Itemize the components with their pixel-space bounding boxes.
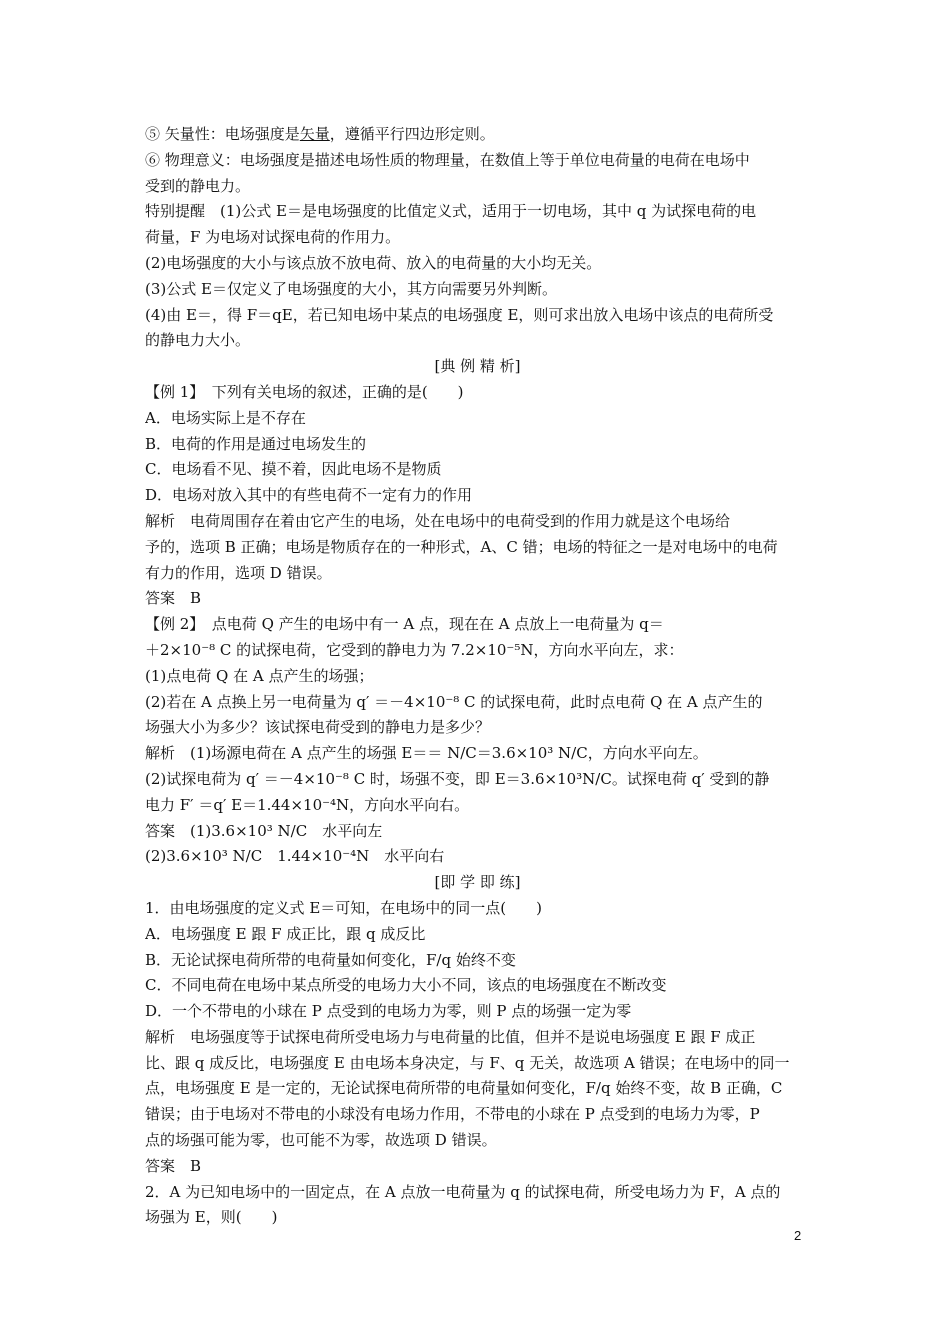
- page-number: 2: [794, 1228, 802, 1243]
- example-1-question: 【例 1】 下列有关电场的叙述，正确的是( ): [145, 382, 464, 401]
- special-tip-line: 特别提醒 (1)公式 E＝是电场强度的比值定义式，适用于一切电场，其中 q 为试探电荷的电: [145, 202, 757, 221]
- analysis-line: 错误；由于电场对不带电的小球没有电场力作用，不带电的小球在 P 点受到的电场力为零，P: [145, 1105, 760, 1124]
- practice-2-question: 2．A 为已知电场中的一固定点，在 A 点放一电荷量为 q 的试探电荷，所受电场力为 F，A 点的: [145, 1182, 781, 1201]
- text-line: ＋2×10⁻⁸ C 的试探电荷，它受到的静电力为 7.2×10⁻⁵N，方向水平向左，求：: [145, 640, 684, 659]
- section-heading-examples: [典 例 精 析]: [434, 357, 521, 376]
- analysis-line: 电力 F′ ＝q′ E＝1.44×10⁻⁴N，方向水平向右。: [145, 795, 470, 814]
- option-c: C．不同电荷在电场中某点所受的电场力大小不同，该点的电场强度在不断改变: [145, 976, 667, 995]
- option-c: C．电场看不见、摸不着，因此电场不是物质: [145, 460, 442, 479]
- option-d: D．一个不带电的小球在 P 点受到的电场力为零，则 P 点的场强一定为零: [145, 1002, 632, 1021]
- analysis-line: (2)试探电荷为 q′ ＝－4×10⁻⁸ C 时，场强不变，即 E＝3.6×10³N/C。试探电荷 q′ 受到的静: [145, 769, 770, 788]
- text-line: (1)点电荷 Q 在 A 点产生的场强；: [145, 666, 374, 685]
- text-line: 场强大小为多少？该试探电荷受到的静电力是多少？: [145, 718, 491, 737]
- text-line: 场强为 E，则( ): [145, 1208, 278, 1227]
- text-line: (3)公式 E＝仅定义了电场强度的大小，其方向需要另外判断。: [145, 279, 557, 298]
- analysis-line: 点的场强可能为零，也可能不为零，故选项 D 错误。: [145, 1131, 497, 1150]
- section-heading-practice: [即 学 即 练]: [434, 873, 521, 892]
- text-line: 荷量，F 为电场对试探电荷的作用力。: [145, 228, 401, 247]
- option-a: A．电场强度 E 跟 F 成正比，跟 q 成反比: [145, 924, 426, 943]
- text-line: 的静电力大小。: [145, 331, 251, 350]
- analysis-line: 比、跟 q 成反比，电场强度 E 由电场本身决定，与 F、q 无关，故选项 A 错误；在电场中的同一: [145, 1053, 790, 1072]
- text-line-1: ⑤ 矢量性：电场强度是矢量，遵循平行四边形定则。: [145, 125, 495, 143]
- text-line: 受到的静电力。: [145, 176, 251, 195]
- analysis-line: 解析 电荷周围存在着由它产生的电场，处在电场中的电荷受到的作用力就是这个电场给: [145, 511, 731, 530]
- option-d: D．电场对放入其中的有些电荷不一定有力的作用: [145, 486, 473, 505]
- practice-1-question: 1．由电场强度的定义式 E＝可知，在电场中的同一点( ): [145, 898, 542, 917]
- text-line: ⑥ 物理意义：电场强度是描述电场性质的物理量，在数值上等于单位电荷量的电荷在电场中: [145, 150, 750, 169]
- analysis-line: 点，电场强度 E 是一定的，无论试探电荷所带的电荷量如何变化，F/q 始终不变，故 B 正确，C: [145, 1079, 783, 1098]
- analysis-line: 解析 (1)场源电荷在 A 点产生的场强 E＝＝ N/C＝3.6×10³ N/C，方向水平向左。: [145, 744, 708, 763]
- option-b: B．电荷的作用是通过电场发生的: [145, 434, 367, 453]
- analysis-line: 予的，选项 B 正确；电场是物质存在的一种形式，A、C 错；电场的特征之一是对电场中的电荷: [145, 537, 778, 556]
- answer-line: (2)3.6×10³ N/C 1.44×10⁻⁴N 水平向右: [145, 847, 445, 866]
- example-2-question: 【例 2】 点电荷 Q 产生的电场中有一 A 点，现在在 A 点放上一电荷量为 q＝: [145, 615, 664, 634]
- document-body: [145, 122, 810, 1231]
- analysis-line: 有力的作用，选项 D 错误。: [145, 563, 332, 582]
- text-line: (2)若在 A 点换上另一电荷量为 q′ ＝－4×10⁻⁸ C 的试探电荷，此时点电荷 Q 在 A 点产生的: [145, 692, 763, 711]
- text-line: (2)电场强度的大小与该点放不放电荷、放入的电荷量的大小均无关。: [145, 253, 602, 272]
- analysis-line: 解析 电场强度等于试探电荷所受电场力与电荷量的比值，但并不是说电场强度 E 跟 F 成正: [145, 1027, 756, 1046]
- option-b: B．无论试探电荷所带的电荷量如何变化，F/q 始终不变: [145, 950, 516, 969]
- text-line: (4)由 E＝，得 F＝qE，若已知电场中某点的电场强度 E，则可求出放入电场中该点的电荷所受: [145, 305, 774, 324]
- option-a: A．电场实际上是不存在: [145, 408, 306, 427]
- answer-line: 答案 (1)3.6×10³ N/C 水平向左: [145, 821, 383, 840]
- underlined-term: 矢量: [299, 125, 330, 143]
- answer-line: 答案 B: [145, 1156, 202, 1175]
- answer-line: 答案 B: [145, 589, 202, 608]
